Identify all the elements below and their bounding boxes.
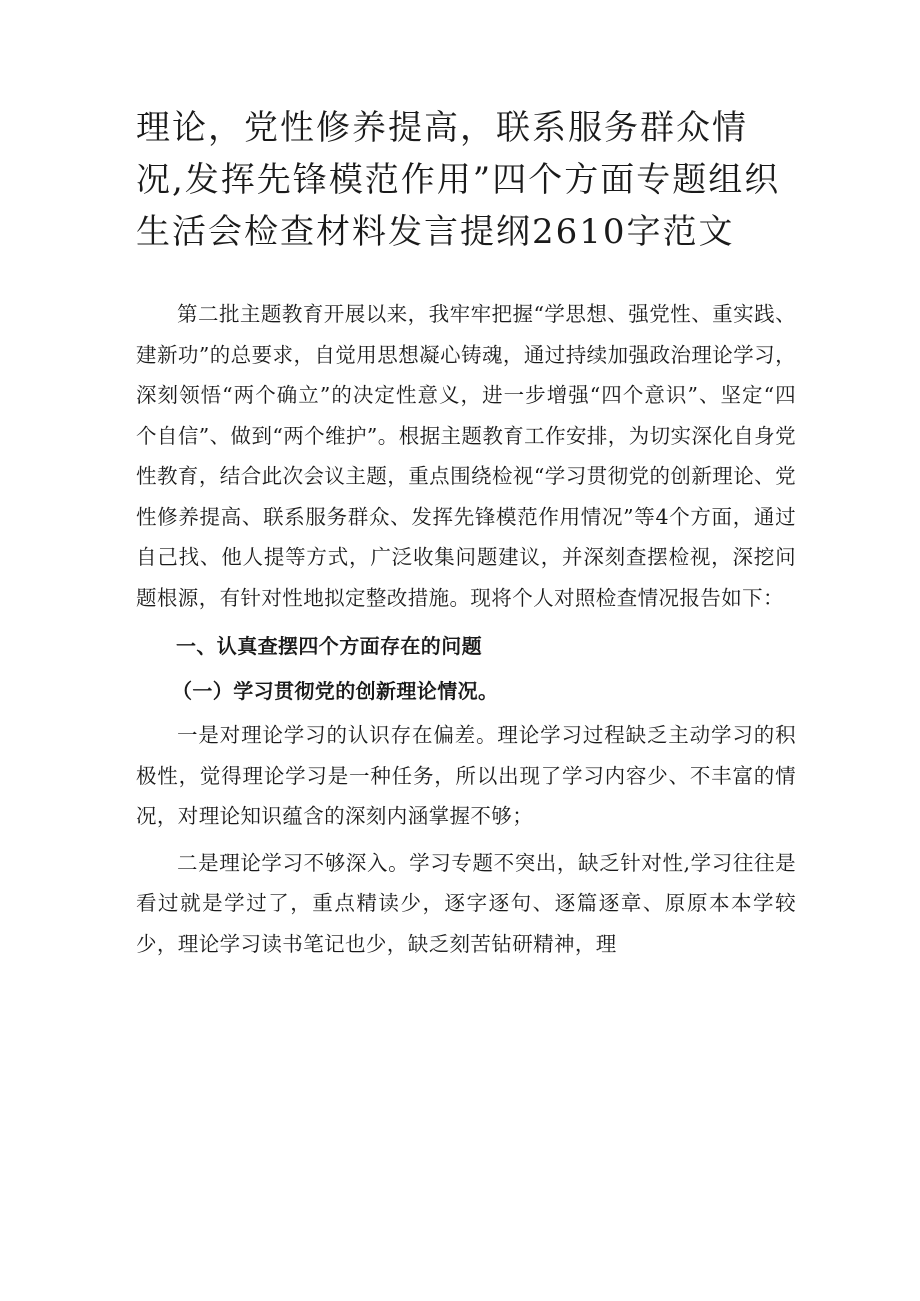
body-paragraph-point-1: 一是对理论学习的认识存在偏差。理论学习过程缺乏主动学习的积极性，觉得理论学习是一种任务，所以出现了学习内容少、不丰富的情况，对理论知识蕴含的深刻内涵掌握不够；	[136, 723, 796, 828]
subsection-heading: （一）学习贯彻党的创新理论情况。	[172, 678, 499, 703]
document-body	[136, 294, 796, 964]
document-title: 理论，党性修养提高，联系服务群众情况,发挥先锋模范作用”四个方面专题组织生活会检查材料发言提纲2610字范文	[136, 108, 781, 252]
intro-paragraph: 第二批主题教育开展以来，我牢牢把握“学思想、强党性、重实践、建新功”的总要求，自觉用思想凝心铸魂，通过持续加强政治理论学习，深刻领悟“两个确立”的决定性意义，进一步增强“四个意识”、坚定“四个自信”、做到“两个维护”。根据主题教育工作安排，为切实深化自身党性教育，结合此次会议主题，重点围绕检视“学习贯彻党的创新理论、党性修养提高、联系服务群众、发挥先锋模范作用情况”等4个方面，通过自己找、他人提等方式，广泛收集问题建议，并深刻查摆检视，深挖问题根源，有针对性地拟定整改措施。现将个人对照检查情况报告如下：	[136, 302, 796, 610]
body-paragraph-point-2: 二是理论学习不够深入。学习专题不突出，缺乏针对性,学习往往是看过就是学过了，重点精读少，逐字逐句、逐篇逐章、原原本本学较少，理论学习读书笔记也少，缺乏刻苦钻研精神，理	[136, 850, 796, 956]
section-heading: 一、认真查摆四个方面存在的问题	[176, 634, 482, 658]
